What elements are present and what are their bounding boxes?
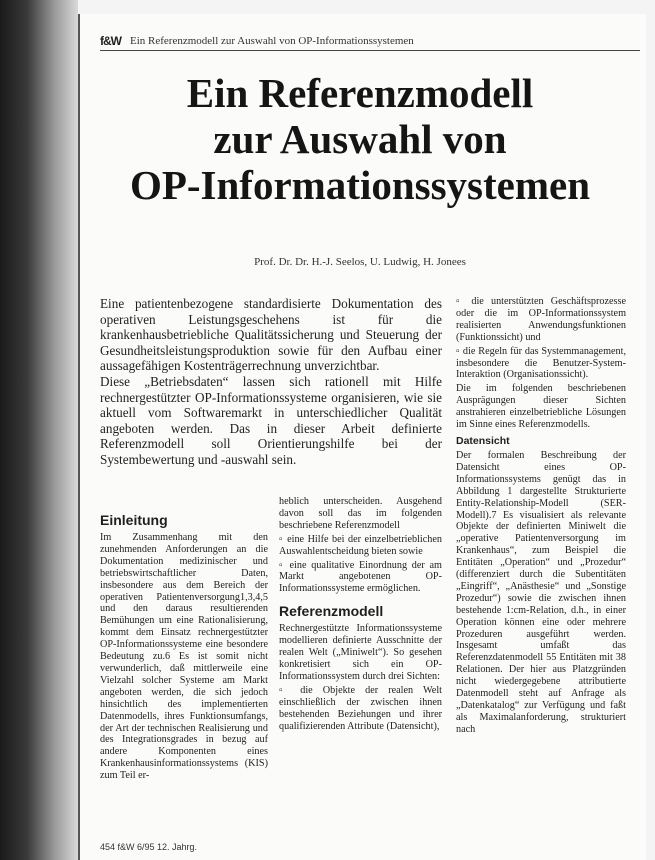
bullet-item: ▫ eine qualitative Einordnung der am Markt angebotenen OP-Informationssysteme ermöglichen. <box>279 560 442 596</box>
referenzmodell-text: Rechnergestützte Informationssysteme modellieren definierte Ausschnitte der realen Welt („Miniwelt“). So gesehen konkretisiert sich ein OP-Informationssystem durch drei Sichten: <box>279 623 442 682</box>
article-title <box>80 70 640 208</box>
column-1 <box>100 512 268 784</box>
running-header <box>100 34 640 51</box>
datensicht-text: Der formalen Beschreibung der Datensicht eines OP-Informationssystems genügt das in Abbildung 1 dargestellte Strukturierte Entity-Relationship-Modell (SER-Modell).7 Es visualisiert als relevante Objekte der definierten Miniwelt die „operative Patientenversorgung im Krankenhaus“, zum Beispiel die Entitäten „Operation“ und „Prozedur“ (differenziert durch die Subentitäten „Eingriff“, „Anästhesie“ und „Sonstige Prozedur“) sowie die zwischen ihnen bestehende 1:cm-Relation, d.h., in einer Operation können eine oder mehrere Prozeduren ausgeführt werden. Insgesamt umfaßt das Referenzdatenmodell 55 Entitäten mit 38 Relationen. Der hier aus Platzgründen nicht wiedergegebene attributierte Datenmodell steht auf Anfrage als „Datenkatalog“ zur Verfügung und faßt als Maximalanforderung, strukturiert nach <box>456 449 626 735</box>
bullet-item: ▫ die Regeln für das Systemmanagement, insbesondere die Benutzer-System-Interaktion (Organisationssicht). <box>456 346 626 382</box>
column-3 <box>456 296 626 738</box>
book-spine <box>0 0 78 860</box>
title-line-1: Ein Referenzmodell <box>186 70 534 116</box>
title-line-3: OP-Informationssystemen <box>129 162 591 208</box>
heading-datensicht: Datensicht <box>456 434 510 447</box>
heading-einleitung: Einleitung <box>100 512 168 528</box>
running-title: Ein Referenzmodell zur Auswahl von OP-Informationssystemen <box>130 35 414 47</box>
title-line-2: zur Auswahl von <box>213 116 507 162</box>
abstract-paragraph-1: Eine patientenbezogene standardisierte Dokumentation des operativen Leistungsgeschehens ist für die krankenhausbetriebliche Qualitätssicherung und Steuerung der Gesundheitsleistungsproduktion sowie für den Aufbau einer aussagefähigen Kostenträgerrechnung unverzichtbar. <box>100 296 442 374</box>
journal-logo: f&W <box>100 34 121 48</box>
column-2 <box>279 496 442 734</box>
bullet-item: ▫ eine Hilfe bei der einzelbetrieblichen Auswahlentscheidung bieten sowie <box>279 534 442 558</box>
authors: Prof. Dr. Dr. H.-J. Seelos, U. Ludwig, H. Jonees <box>254 256 466 268</box>
column-3-paragraph: Die im folgenden beschriebenen Ausprägungen dieser Sichten anstrahieren einzelbetriebliche Lösungen im Sinne eines Referenzmodells. <box>456 383 626 431</box>
bullet-item: ▫ die unterstützten Geschäftsprozesse oder die im OP-Informationssystem realisierten Anwendungsfunktionen (Funktionssicht) und <box>456 296 626 344</box>
page-footer: 454 f&W 6/95 12. Jahrg. <box>100 842 198 852</box>
bullet-item: ▫ die Objekte der realen Welt einschließlich der zwischen ihnen bestehenden Beziehungen und ihrer qualifizierenden Attribute (Datensicht), <box>279 685 442 733</box>
abstract <box>100 296 442 468</box>
heading-referenzmodell: Referenzmodell <box>279 603 384 620</box>
einleitung-text: Im Zusammenhang mit den zunehmenden Anforderungen an die Dokumentation medizinischer und betriebswirtschaftlicher Daten, insbesondere aus dem Bereich der operativen Patientenversorgung1,3,4,5 und den daraus resultierenden Bemühungen um eine Rationalisierung, kommt dem Einsatz rechnergestützter OP-Informationssysteme eine besondere Bedeutung zu.6 Es ist somit nicht verwunderlich, daß mittlerweile eine Vielzahl solcher Systeme am Markt angeboten werden, die sich jedoch hinsichtlich des implementierten Datenmodells, ihres Funktionsumfangs, der Art der technischen Realisierung und des Integrationsgrades in bezug auf andere Komponenten eines Krankenhausinformationssystems (KIS) zum Teil er- <box>100 532 268 782</box>
column-2-intro: heblich unterscheiden. Ausgehend davon soll das im folgenden beschriebene Referenzmodell <box>279 496 442 531</box>
abstract-paragraph-2: Diese „Betriebsdaten“ lassen sich rationell mit Hilfe rechnergestützter OP-Informationssysteme organisieren, wie sie aktuell vom Softwaremarkt in unterschiedlicher Qualität angeboten werden. Das in dieser Arbeit definierte Referenzmodell soll Orientierungshilfe bei der Systembewertung und -auswahl sein. <box>100 373 442 467</box>
